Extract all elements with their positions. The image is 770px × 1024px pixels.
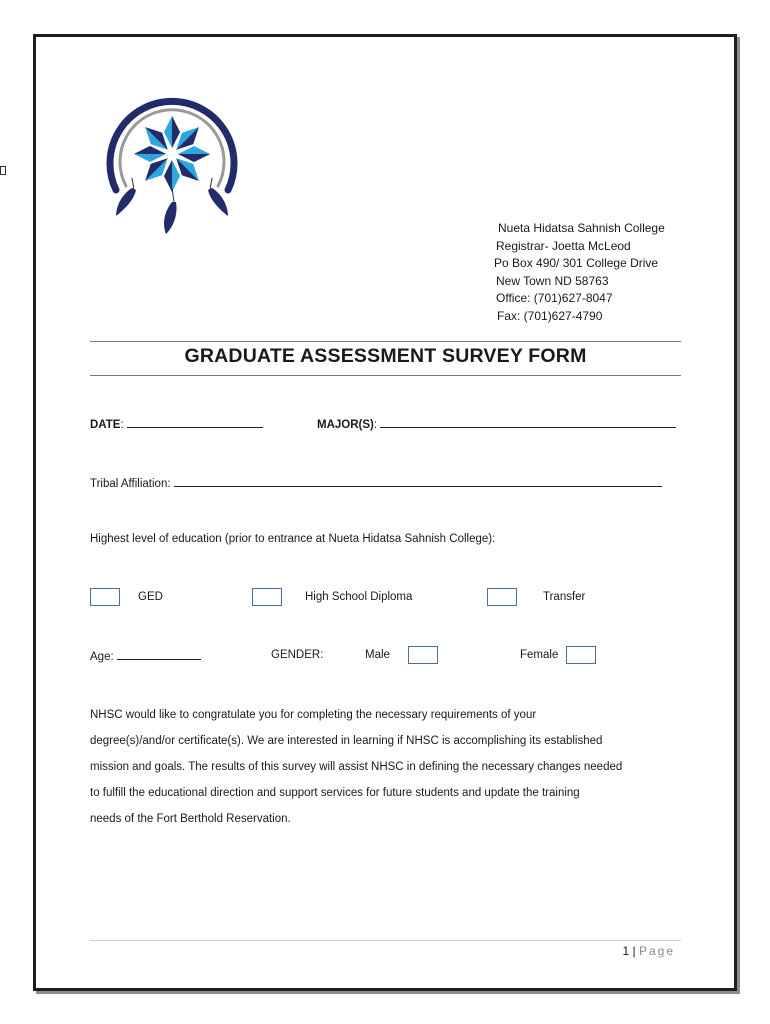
tribal-affiliation-field	[90, 476, 662, 490]
date-field: DATE:	[90, 417, 263, 431]
fax-number: Fax: (701)627-4790	[497, 308, 603, 323]
title-bottom-rule	[90, 375, 681, 376]
age-label: Age:	[90, 651, 114, 663]
city-line: New Town ND 58763	[496, 273, 609, 288]
registrar-line: Registrar- Joetta McLeod	[496, 238, 631, 253]
gender-label: GENDER:	[271, 649, 324, 661]
high-school-diploma-checkbox[interactable]	[252, 588, 282, 606]
po-box-line: Po Box 490/ 301 College Drive	[494, 256, 659, 270]
age-input-line[interactable]	[117, 649, 201, 660]
major-field: MAJOR(S):	[317, 417, 676, 431]
page-separator: |	[632, 944, 636, 958]
paragraph-line: NHSC would like to congratulate you for completing the necessary requirements of your	[90, 709, 537, 721]
female-checkbox[interactable]	[566, 646, 596, 664]
male-label: Male	[365, 649, 390, 661]
edge-marker	[0, 166, 6, 175]
paragraph-line: degree(s)/and/or certificate(s). We are interested in learning if NHSC is accomplishing its established	[90, 735, 603, 747]
footer-rule	[90, 940, 681, 941]
male-checkbox[interactable]	[408, 646, 438, 664]
star-dreamcatcher-logo-icon	[96, 90, 246, 238]
survey-intro-paragraph	[90, 702, 680, 832]
page-number: 1	[622, 944, 630, 958]
ged-checkbox[interactable]	[90, 588, 120, 606]
college-name: Nueta Hidatsa Sahnish College	[498, 221, 665, 235]
education-question: Highest level of education (prior to entrance at Nueta Hidatsa Sahnish College):	[90, 533, 496, 545]
ged-label: GED	[138, 591, 163, 603]
major-label: MAJOR(S)	[317, 419, 374, 431]
transfer-checkbox[interactable]	[487, 588, 517, 606]
office-phone: Office: (701)627-8047	[496, 291, 613, 305]
major-input-line[interactable]	[380, 417, 676, 428]
paragraph-line: needs of the Fort Berthold Reservation.	[90, 813, 291, 825]
tribal-affiliation-label: Tribal Affiliation:	[90, 478, 171, 490]
transfer-label: Transfer	[543, 591, 586, 603]
date-input-line[interactable]	[127, 417, 263, 428]
high-school-diploma-label: High School Diploma	[305, 591, 413, 603]
page-footer	[622, 944, 675, 958]
college-address-block	[494, 220, 665, 325]
date-label: DATE	[90, 419, 121, 431]
age-field	[90, 649, 201, 663]
paragraph-line: mission and goals. The results of this survey will assist NHSC in defining the necessary changes needed	[90, 761, 623, 773]
paragraph-line: to fulfill the educational direction and support services for future students and update the training	[90, 787, 580, 799]
page-word: Page	[638, 944, 675, 958]
tribal-affiliation-input-line[interactable]	[174, 476, 662, 487]
female-label: Female	[520, 649, 559, 661]
form-title: GRADUATE ASSESSMENT SURVEY FORM	[184, 345, 587, 367]
title-top-rule	[90, 341, 681, 342]
